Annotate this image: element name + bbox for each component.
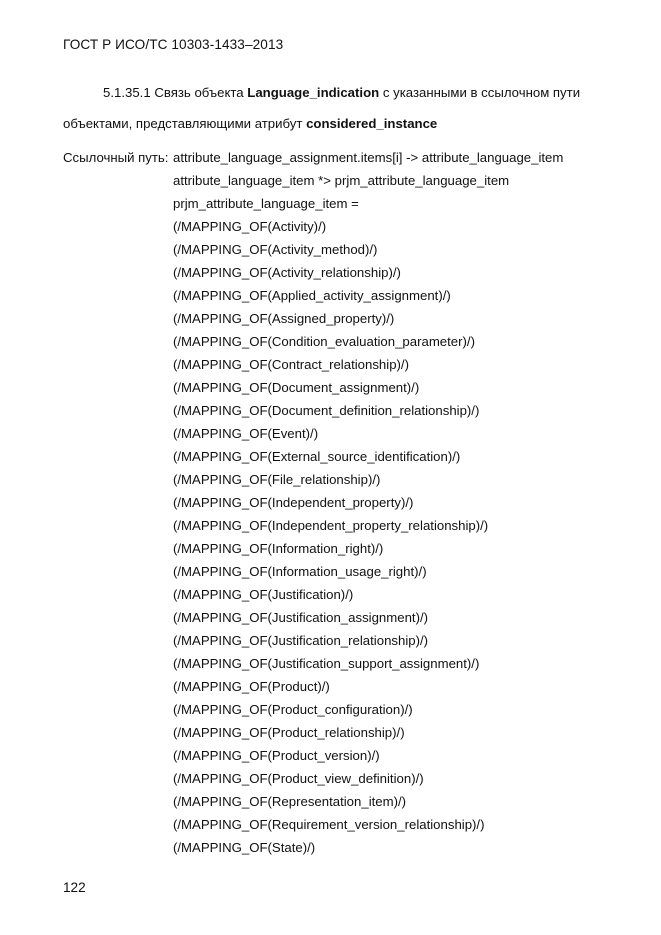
reference-path-line: (/MAPPING_OF(Activity)/): [173, 219, 327, 234]
reference-path-line: (/MAPPING_OF(Information_usage_right)/): [173, 564, 427, 579]
section-text-before: Связь объекта: [154, 85, 244, 100]
section-text-after: с указанными в ссылочном пути: [382, 85, 581, 100]
reference-path-line: (/MAPPING_OF(Event)/): [173, 426, 319, 441]
section-heading-line-2: [63, 116, 437, 131]
reference-path-line: (/MAPPING_OF(Justification_support_assignment)/): [173, 656, 480, 671]
reference-path-label: Ссылочный путь:: [63, 150, 169, 165]
reference-path-line: (/MAPPING_OF(Applied_activity_assignment)/): [173, 288, 451, 303]
reference-path-lines: [173, 150, 563, 863]
reference-path-line: (/MAPPING_OF(Requirement_version_relationship)/): [173, 817, 485, 832]
reference-path-line: (/MAPPING_OF(Independent_property_relationship)/): [173, 518, 489, 533]
entity-name: Language_indication: [247, 85, 380, 100]
section-heading-line-1: [103, 85, 580, 100]
reference-path-line: attribute_language_item *> prjm_attribute_language_item: [173, 173, 510, 188]
section-number: 5.1.35.1: [103, 85, 151, 100]
reference-path-line: (/MAPPING_OF(Justification_relationship)/): [173, 633, 429, 648]
reference-path-line: (/MAPPING_OF(Product_version)/): [173, 748, 380, 763]
reference-path-line: (/MAPPING_OF(Contract_relationship)/): [173, 357, 409, 372]
reference-path-line: (/MAPPING_OF(Document_definition_relationship)/): [173, 403, 480, 418]
reference-path-line: (/MAPPING_OF(Document_assignment)/): [173, 380, 420, 395]
reference-path-line: (/MAPPING_OF(External_source_identification)/): [173, 449, 461, 464]
reference-path-line: (/MAPPING_OF(Assigned_property)/): [173, 311, 395, 326]
reference-path-line: (/MAPPING_OF(Activity_method)/): [173, 242, 378, 257]
reference-path-line: (/MAPPING_OF(Information_right)/): [173, 541, 384, 556]
attribute-name: considered_instance: [306, 116, 438, 131]
reference-path-line: (/MAPPING_OF(Justification_assignment)/): [173, 610, 429, 625]
reference-path-line: (/MAPPING_OF(Condition_evaluation_parameter)/): [173, 334, 475, 349]
section-line2-text: объектами, представляющими атрибут: [63, 116, 303, 131]
reference-path-line: (/MAPPING_OF(Product_relationship)/): [173, 725, 405, 740]
reference-path-line: (/MAPPING_OF(Product_configuration)/): [173, 702, 413, 717]
page-header-title: ГОСТ Р ИСО/ТС 10303-1433–2013: [63, 37, 284, 52]
reference-path-line: prjm_attribute_language_item =: [173, 196, 359, 211]
reference-path-line: (/MAPPING_OF(Representation_item)/): [173, 794, 407, 809]
reference-path-line: (/MAPPING_OF(Independent_property)/): [173, 495, 414, 510]
reference-path-line: (/MAPPING_OF(Product)/): [173, 679, 330, 694]
reference-path-line: (/MAPPING_OF(Activity_relationship)/): [173, 265, 401, 280]
reference-path-line: (/MAPPING_OF(Justification)/): [173, 587, 354, 602]
reference-path-line: (/MAPPING_OF(Product_view_definition)/): [173, 771, 424, 786]
page-number: 122: [63, 880, 86, 895]
reference-path-line: (/MAPPING_OF(File_relationship)/): [173, 472, 381, 487]
reference-path-line: (/MAPPING_OF(State)/): [173, 840, 316, 855]
reference-path-line: attribute_language_assignment.items[i] -> attribute_language_item: [173, 150, 564, 165]
